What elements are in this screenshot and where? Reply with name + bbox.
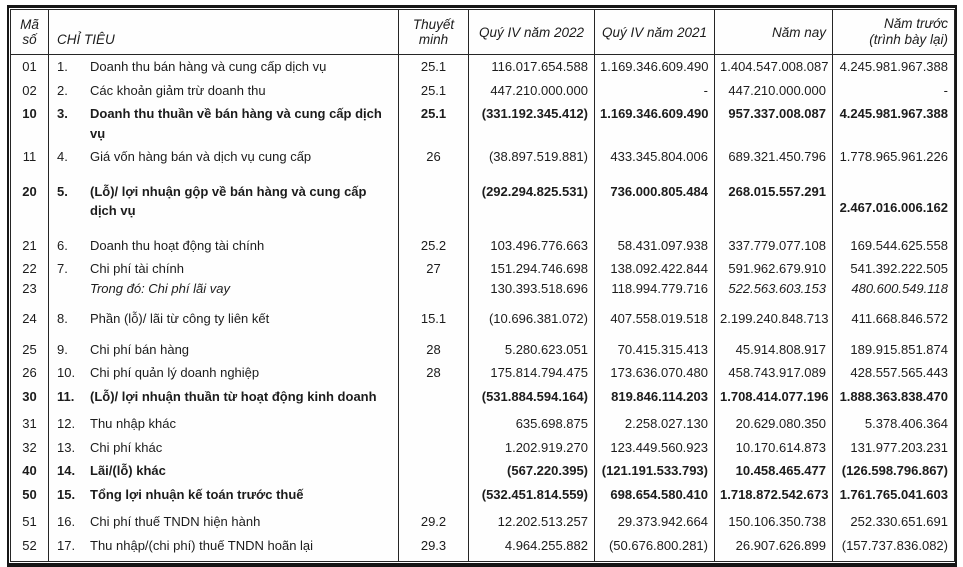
- amount-year-prior-sub: 480.600.549.118: [851, 280, 948, 296]
- table-row: [11, 436, 955, 460]
- item-line: [57, 236, 393, 256]
- amount-year-current: 447.210.000.000: [728, 82, 826, 98]
- amount-q4-2022: 151.294.746.698: [490, 261, 588, 276]
- amount-year-current: 20.629.080.350: [735, 416, 826, 431]
- item-number: 1.: [57, 59, 68, 74]
- note-value: 28: [426, 365, 441, 380]
- note-cell: [399, 534, 469, 562]
- header-row: [11, 10, 955, 55]
- table-row: [11, 169, 955, 223]
- amount-year-prior: 1.778.965.961.226: [839, 149, 948, 164]
- row-code: 31: [22, 416, 37, 431]
- amount-q4-2022: (567.220.395): [507, 463, 588, 478]
- note-cell: [399, 506, 469, 534]
- item-label: Chi phí quản lý doanh nghiệp: [90, 365, 260, 380]
- row-code-cell: [11, 145, 49, 169]
- row-code: 10: [22, 106, 37, 121]
- amount-q4-2021: 173.636.070.480: [610, 365, 708, 380]
- item-line: [57, 512, 393, 532]
- amount-year-current-cell: [715, 361, 833, 385]
- amount-year-prior: 2.467.016.006.162: [839, 199, 948, 215]
- amount-q4-2021: 138.092.422.844: [610, 261, 708, 276]
- amount-q4-2021: 2.258.027.130: [624, 416, 708, 431]
- amount-year-prior-cell: [833, 534, 955, 562]
- amount-year-prior-cell: [833, 361, 955, 385]
- col-header-year-prior: [833, 10, 955, 55]
- year-prior-line1: Năm trước: [884, 15, 948, 31]
- item-label: Doanh thu thuần về bán hàng và cung cấp dịch vụ: [90, 106, 382, 141]
- amount-year-current-cell: [715, 223, 833, 258]
- amount-year-prior: 1.761.765.041.603: [839, 486, 948, 502]
- row-code: 22: [22, 261, 37, 276]
- amount-year-prior-cell: [833, 79, 955, 103]
- item-label: Doanh thu bán hàng và cung cấp dịch vụ: [90, 59, 327, 74]
- note-value: 25.1: [420, 59, 447, 74]
- item-subline: [57, 279, 393, 299]
- amount-q4-2021: 698.654.580.410: [610, 486, 708, 502]
- item-number: 13.: [57, 439, 76, 455]
- amount-year-current-cell: [715, 385, 833, 409]
- item-number: 6.: [57, 237, 68, 253]
- amount-q4-2021: 70.415.315.413: [617, 341, 708, 357]
- amount-q4-2022-cell: [469, 300, 595, 331]
- row-code-cell: [11, 361, 49, 385]
- amount-q4-2022-cell: [469, 385, 595, 409]
- amount-year-prior-cell: [833, 483, 955, 507]
- amount-q4-2021: 1.169.346.609.490: [600, 106, 709, 121]
- row-code: 02: [22, 82, 37, 98]
- amount-q4-2021-cell: [595, 436, 715, 460]
- income-statement-table: [10, 9, 955, 562]
- amount-q4-2021-cell: [595, 223, 715, 258]
- amount-q4-2022: (531.884.594.164): [481, 388, 588, 404]
- amount-year-prior: 428.557.565.443: [850, 365, 948, 380]
- row-code-cell: [11, 506, 49, 534]
- amount-q4-2022-cell: [469, 436, 595, 460]
- item-line: [57, 147, 393, 167]
- amount-year-prior-cell: [833, 257, 955, 300]
- item-cell: [49, 506, 399, 534]
- item-cell: [49, 300, 399, 331]
- item-label: Tổng lợi nhuận kế toán trước thuế: [90, 486, 304, 502]
- row-code-cell: [11, 385, 49, 409]
- note-cell: [399, 223, 469, 258]
- amount-year-prior: 4.245.981.967.388: [839, 106, 948, 121]
- row-code-cell: [11, 102, 49, 145]
- amount-q4-2022: 4.964.255.882: [504, 537, 588, 553]
- amount-q4-2022-cell: [469, 55, 595, 79]
- amount-q4-2021: 123.449.560.923: [610, 439, 708, 455]
- amount-q4-2022-sub: 130.393.518.696: [490, 280, 588, 296]
- amount-q4-2021-cell: [595, 534, 715, 562]
- amount-year-prior-cell: [833, 223, 955, 258]
- item-cell: [49, 361, 399, 385]
- amount-year-current-cell: [715, 102, 833, 145]
- item-sub-spacer: [57, 279, 90, 299]
- amount-q4-2022-cell: [469, 79, 595, 103]
- item-label: Chi phí bán hàng: [90, 341, 190, 357]
- amount-year-prior-cell: [833, 145, 955, 169]
- amount-year-current: 2.199.240.848.713: [720, 311, 829, 326]
- amount-q4-2021-sub: 118.994.779.716: [611, 280, 708, 296]
- row-code-cell: [11, 257, 49, 300]
- amount-year-prior-cell: [833, 385, 955, 409]
- amount-year-prior-cell: [833, 300, 955, 331]
- amount-year-current-sub: 522.563.603.153: [728, 280, 826, 296]
- amount-year-current-cell: [715, 145, 833, 169]
- item-line: [57, 182, 393, 221]
- table-row: [11, 385, 955, 409]
- note-cell: [399, 145, 469, 169]
- item-cell: [49, 79, 399, 103]
- row-code-cell: [11, 55, 49, 79]
- amount-year-current: 1.708.414.077.196: [720, 388, 829, 404]
- amount-year-current: 10.458.465.477: [735, 463, 826, 478]
- amount-q4-2022: 635.698.875: [515, 416, 588, 431]
- amount-q4-2021: (121.191.533.793): [601, 463, 708, 478]
- item-line: [57, 485, 393, 505]
- item-number: 8.: [57, 311, 68, 326]
- item-number: 2.: [57, 82, 68, 98]
- item-line: [57, 81, 393, 101]
- item-number: 4.: [57, 149, 68, 164]
- item-number: 15.: [57, 486, 76, 502]
- item-cell: [49, 102, 399, 145]
- table-row: [11, 55, 955, 79]
- amount-year-current-cell: [715, 300, 833, 331]
- item-cell: [49, 257, 399, 300]
- amount-year-prior-cell: [833, 331, 955, 362]
- amount-year-prior: 5.378.406.364: [864, 416, 948, 431]
- row-code: 50: [22, 486, 37, 502]
- item-cell: [49, 169, 399, 223]
- item-label: Chi phí tài chính: [90, 261, 184, 276]
- amount-q4-2021-cell: [595, 300, 715, 331]
- row-code: 20: [22, 183, 37, 199]
- amount-year-prior: 541.392.222.505: [850, 261, 948, 276]
- amount-q4-2022: (10.696.381.072): [488, 311, 588, 326]
- amount-year-prior: 4.245.981.967.388: [839, 59, 948, 74]
- item-label: (Lỗ)/ lợi nhuận thuần từ hoạt động kinh doanh: [90, 388, 377, 404]
- item-line: [57, 461, 393, 481]
- table-row: [11, 300, 955, 331]
- row-code: 51: [22, 514, 37, 529]
- item-cell: [49, 483, 399, 507]
- row-code-cell: [11, 331, 49, 362]
- amount-q4-2022-cell: [469, 223, 595, 258]
- amount-year-prior: 252.330.651.691: [850, 514, 948, 529]
- row-code-cell: [11, 300, 49, 331]
- item-number: 3.: [57, 106, 68, 121]
- note-cell: [399, 436, 469, 460]
- amount-year-current-cell: [715, 534, 833, 562]
- amount-q4-2022-cell: [469, 145, 595, 169]
- amount-year-prior-cell: [833, 506, 955, 534]
- item-sub-label: Trong đó: Chi phí lãi vay: [90, 280, 230, 296]
- note-value: 25.1: [420, 106, 447, 121]
- amount-year-current-cell: [715, 436, 833, 460]
- amount-q4-2022: 1.202.919.270: [504, 439, 588, 455]
- amount-year-prior: 1.888.363.838.470: [839, 388, 948, 404]
- table-header: [11, 10, 955, 55]
- row-code-cell: [11, 483, 49, 507]
- amount-year-prior: (157.737.836.082): [841, 537, 948, 553]
- table-row: [11, 361, 955, 385]
- amount-year-prior-cell: [833, 102, 955, 145]
- row-code: 24: [22, 311, 37, 326]
- item-label: Thu nhập/(chi phí) thuế TNDN hoãn lại: [90, 537, 314, 553]
- item-cell: [49, 385, 399, 409]
- amount-q4-2021-cell: [595, 331, 715, 362]
- amount-year-prior: 189.915.851.874: [850, 341, 948, 357]
- item-cell: [49, 145, 399, 169]
- amount-year-current: 150.106.350.738: [728, 514, 826, 529]
- item-label: Giá vốn hàng bán và dịch vụ cung cấp: [90, 149, 312, 164]
- row-code: 01: [22, 59, 37, 74]
- amount-year-current: 26.907.626.899: [735, 537, 826, 553]
- note-cell: [399, 385, 469, 409]
- item-line: [57, 340, 393, 360]
- row-code: 30: [22, 388, 37, 404]
- item-line: [57, 536, 393, 556]
- item-cell: [49, 223, 399, 258]
- note-cell: [399, 300, 469, 331]
- table-row: [11, 331, 955, 362]
- amount-year-current: 1.404.547.008.087: [720, 59, 829, 74]
- amount-q4-2021-cell: [595, 257, 715, 300]
- note-value: 29.3: [420, 537, 447, 553]
- amount-q4-2022-cell: [469, 483, 595, 507]
- item-line: [57, 414, 393, 434]
- amount-q4-2021-cell: [595, 506, 715, 534]
- amount-q4-2022: (331.192.345.412): [481, 106, 588, 121]
- note-cell: [399, 55, 469, 79]
- col-header-item: CHỈ TIÊU: [49, 10, 399, 55]
- amount-q4-2022-cell: [469, 257, 595, 300]
- item-line: [57, 387, 393, 407]
- amount-q4-2021-cell: [595, 169, 715, 223]
- amount-q4-2021: -: [703, 82, 708, 98]
- amount-year-current: 337.779.077.108: [728, 237, 826, 253]
- amount-year-current-cell: [715, 55, 833, 79]
- row-code: 52: [22, 537, 37, 553]
- amount-q4-2021-cell: [595, 483, 715, 507]
- amount-q4-2021-cell: [595, 79, 715, 103]
- amount-q4-2021: 433.345.804.006: [610, 149, 708, 164]
- amount-year-prior-cell: [833, 408, 955, 436]
- item-line: [57, 259, 393, 279]
- item-label: Thu nhập khác: [90, 416, 177, 431]
- amount-q4-2022: (532.451.814.559): [481, 486, 588, 502]
- item-cell: [49, 331, 399, 362]
- note-value: 25.2: [420, 237, 447, 253]
- row-code: 25: [22, 341, 37, 357]
- row-code-cell: [11, 408, 49, 436]
- amount-q4-2021-cell: [595, 102, 715, 145]
- row-code: 26: [22, 365, 37, 380]
- amount-year-current: 591.962.679.910: [728, 261, 826, 276]
- item-label: Các khoản giảm trừ doanh thu: [90, 82, 266, 98]
- amount-year-current: 458.743.917.089: [728, 365, 826, 380]
- amount-q4-2022: 447.210.000.000: [490, 82, 588, 98]
- item-number: 14.: [57, 463, 76, 478]
- amount-year-current-cell: [715, 408, 833, 436]
- amount-year-current: 957.337.008.087: [728, 106, 826, 121]
- note-value: 25.1: [420, 82, 447, 98]
- row-code: 40: [22, 463, 37, 478]
- amount-q4-2022-cell: [469, 102, 595, 145]
- amount-year-prior-cell: [833, 436, 955, 460]
- table-row: [11, 79, 955, 103]
- note-cell: [399, 169, 469, 223]
- row-code: 21: [22, 237, 37, 253]
- amount-q4-2021: 407.558.019.518: [610, 311, 708, 326]
- table-row: [11, 506, 955, 534]
- note-value: 26: [426, 149, 441, 164]
- amount-year-current-cell: [715, 79, 833, 103]
- item-label: Phần (lỗ)/ lãi từ công ty liên kết: [90, 311, 270, 326]
- item-label: Chi phí khác: [90, 439, 163, 455]
- item-number: 7.: [57, 261, 68, 276]
- amount-year-current-cell: [715, 169, 833, 223]
- amount-q4-2022-cell: [469, 506, 595, 534]
- amount-year-prior: -: [943, 82, 948, 98]
- row-code-cell: [11, 169, 49, 223]
- amount-q4-2021-cell: [595, 385, 715, 409]
- table-row: [11, 102, 955, 145]
- amount-q4-2022-cell: [469, 534, 595, 562]
- item-number: 11.: [57, 388, 75, 404]
- note-cell: [399, 331, 469, 362]
- row-code: 23: [22, 280, 37, 296]
- item-cell: [49, 55, 399, 79]
- amount-q4-2022-cell: [469, 169, 595, 223]
- row-code-cell: [11, 223, 49, 258]
- amount-q4-2022: (292.294.825.531): [481, 183, 588, 199]
- amount-year-current: 268.015.557.291: [728, 183, 826, 199]
- amount-year-current-cell: [715, 331, 833, 362]
- row-code-cell: [11, 79, 49, 103]
- amount-q4-2022: 103.496.776.663: [490, 237, 588, 253]
- amount-year-current-cell: [715, 506, 833, 534]
- item-line: [57, 438, 393, 458]
- note-value: 15.1: [420, 311, 447, 326]
- income-statement-frame: [7, 5, 957, 567]
- item-label: Doanh thu hoạt động tài chính: [90, 237, 265, 253]
- note-cell: [399, 257, 469, 300]
- item-line: [57, 104, 393, 143]
- amount-year-current: 45.914.808.917: [735, 341, 826, 357]
- amount-q4-2021: 819.846.114.203: [611, 388, 708, 404]
- item-cell: [49, 408, 399, 436]
- table-row: [11, 534, 955, 562]
- amount-year-prior-cell: [833, 55, 955, 79]
- amount-q4-2021-cell: [595, 55, 715, 79]
- item-line: [57, 309, 393, 329]
- amount-year-current: 689.321.450.796: [728, 149, 826, 164]
- col-header-code: Mã số: [11, 10, 49, 55]
- row-code-cell: [11, 436, 49, 460]
- amount-year-current-cell: [715, 483, 833, 507]
- amount-q4-2022-cell: [469, 408, 595, 436]
- note-value: 27: [426, 261, 441, 276]
- amount-q4-2022-cell: [469, 331, 595, 362]
- note-cell: [399, 408, 469, 436]
- col-header-q4-2021: Quý IV năm 2021: [595, 10, 715, 55]
- table-row: [11, 223, 955, 258]
- amount-year-current: 10.170.614.873: [735, 439, 826, 455]
- amount-year-current: 1.718.872.542.673: [720, 486, 829, 502]
- item-line: [57, 363, 393, 383]
- amount-q4-2022: 175.814.794.475: [490, 365, 588, 380]
- row-code: 11: [22, 149, 37, 164]
- note-value: 29.2: [420, 514, 447, 529]
- table-row: [11, 408, 955, 436]
- amount-year-current-cell: [715, 257, 833, 300]
- item-number: 10.: [57, 365, 76, 380]
- table-body: [11, 55, 955, 562]
- item-label: Chi phí thuế TNDN hiện hành: [90, 514, 261, 529]
- col-header-q4-2022: Quý IV năm 2022: [469, 10, 595, 55]
- table-row: [11, 145, 955, 169]
- amount-q4-2021: (50.676.800.281): [608, 537, 708, 553]
- item-number: 9.: [57, 341, 68, 357]
- amount-q4-2022: 12.202.513.257: [497, 514, 588, 529]
- row-code: 32: [22, 439, 37, 455]
- amount-q4-2021: 58.431.097.938: [617, 237, 708, 253]
- note-cell: [399, 79, 469, 103]
- table-row: [11, 483, 955, 507]
- item-label: (Lỗ)/ lợi nhuận gộp về bán hàng và cung cấp dịch vụ: [90, 183, 367, 218]
- amount-q4-2022-cell: [469, 361, 595, 385]
- amount-q4-2021: 736.000.805.484: [610, 183, 708, 199]
- table-row: [11, 257, 955, 300]
- amount-q4-2021: 1.169.346.609.490: [600, 59, 709, 74]
- amount-q4-2021-cell: [595, 361, 715, 385]
- amount-q4-2022: 116.017.654.588: [491, 59, 588, 74]
- amount-q4-2021-cell: [595, 145, 715, 169]
- item-cell: [49, 534, 399, 562]
- col-header-year-current: Năm nay: [715, 10, 833, 55]
- amount-year-prior-cell: [833, 169, 955, 223]
- amount-q4-2022: 5.280.623.051: [504, 341, 588, 357]
- item-cell: [49, 436, 399, 460]
- item-number: 16.: [57, 514, 76, 529]
- amount-q4-2021: 29.373.942.664: [617, 514, 708, 529]
- amount-q4-2021-cell: [595, 408, 715, 436]
- item-number: 5.: [57, 183, 68, 199]
- item-number: 12.: [57, 416, 76, 431]
- note-cell: [399, 483, 469, 507]
- year-prior-line2: (trình bày lại): [869, 32, 948, 47]
- note-value: 28: [426, 341, 441, 357]
- item-number: 17.: [57, 537, 76, 553]
- amount-year-prior: 411.668.846.572: [851, 311, 948, 326]
- item-line: [57, 57, 393, 77]
- amount-year-prior: 131.977.203.231: [850, 439, 948, 455]
- item-label: Lãi/(lỗ) khác: [90, 463, 166, 478]
- note-cell: [399, 102, 469, 145]
- amount-q4-2022: (38.897.519.881): [488, 149, 588, 164]
- amount-year-prior: (126.598.796.867): [841, 463, 948, 478]
- col-header-note: Thuyết minh: [399, 10, 469, 55]
- amount-year-prior: 169.544.625.558: [850, 237, 948, 253]
- row-code-cell: [11, 534, 49, 562]
- note-cell: [399, 361, 469, 385]
